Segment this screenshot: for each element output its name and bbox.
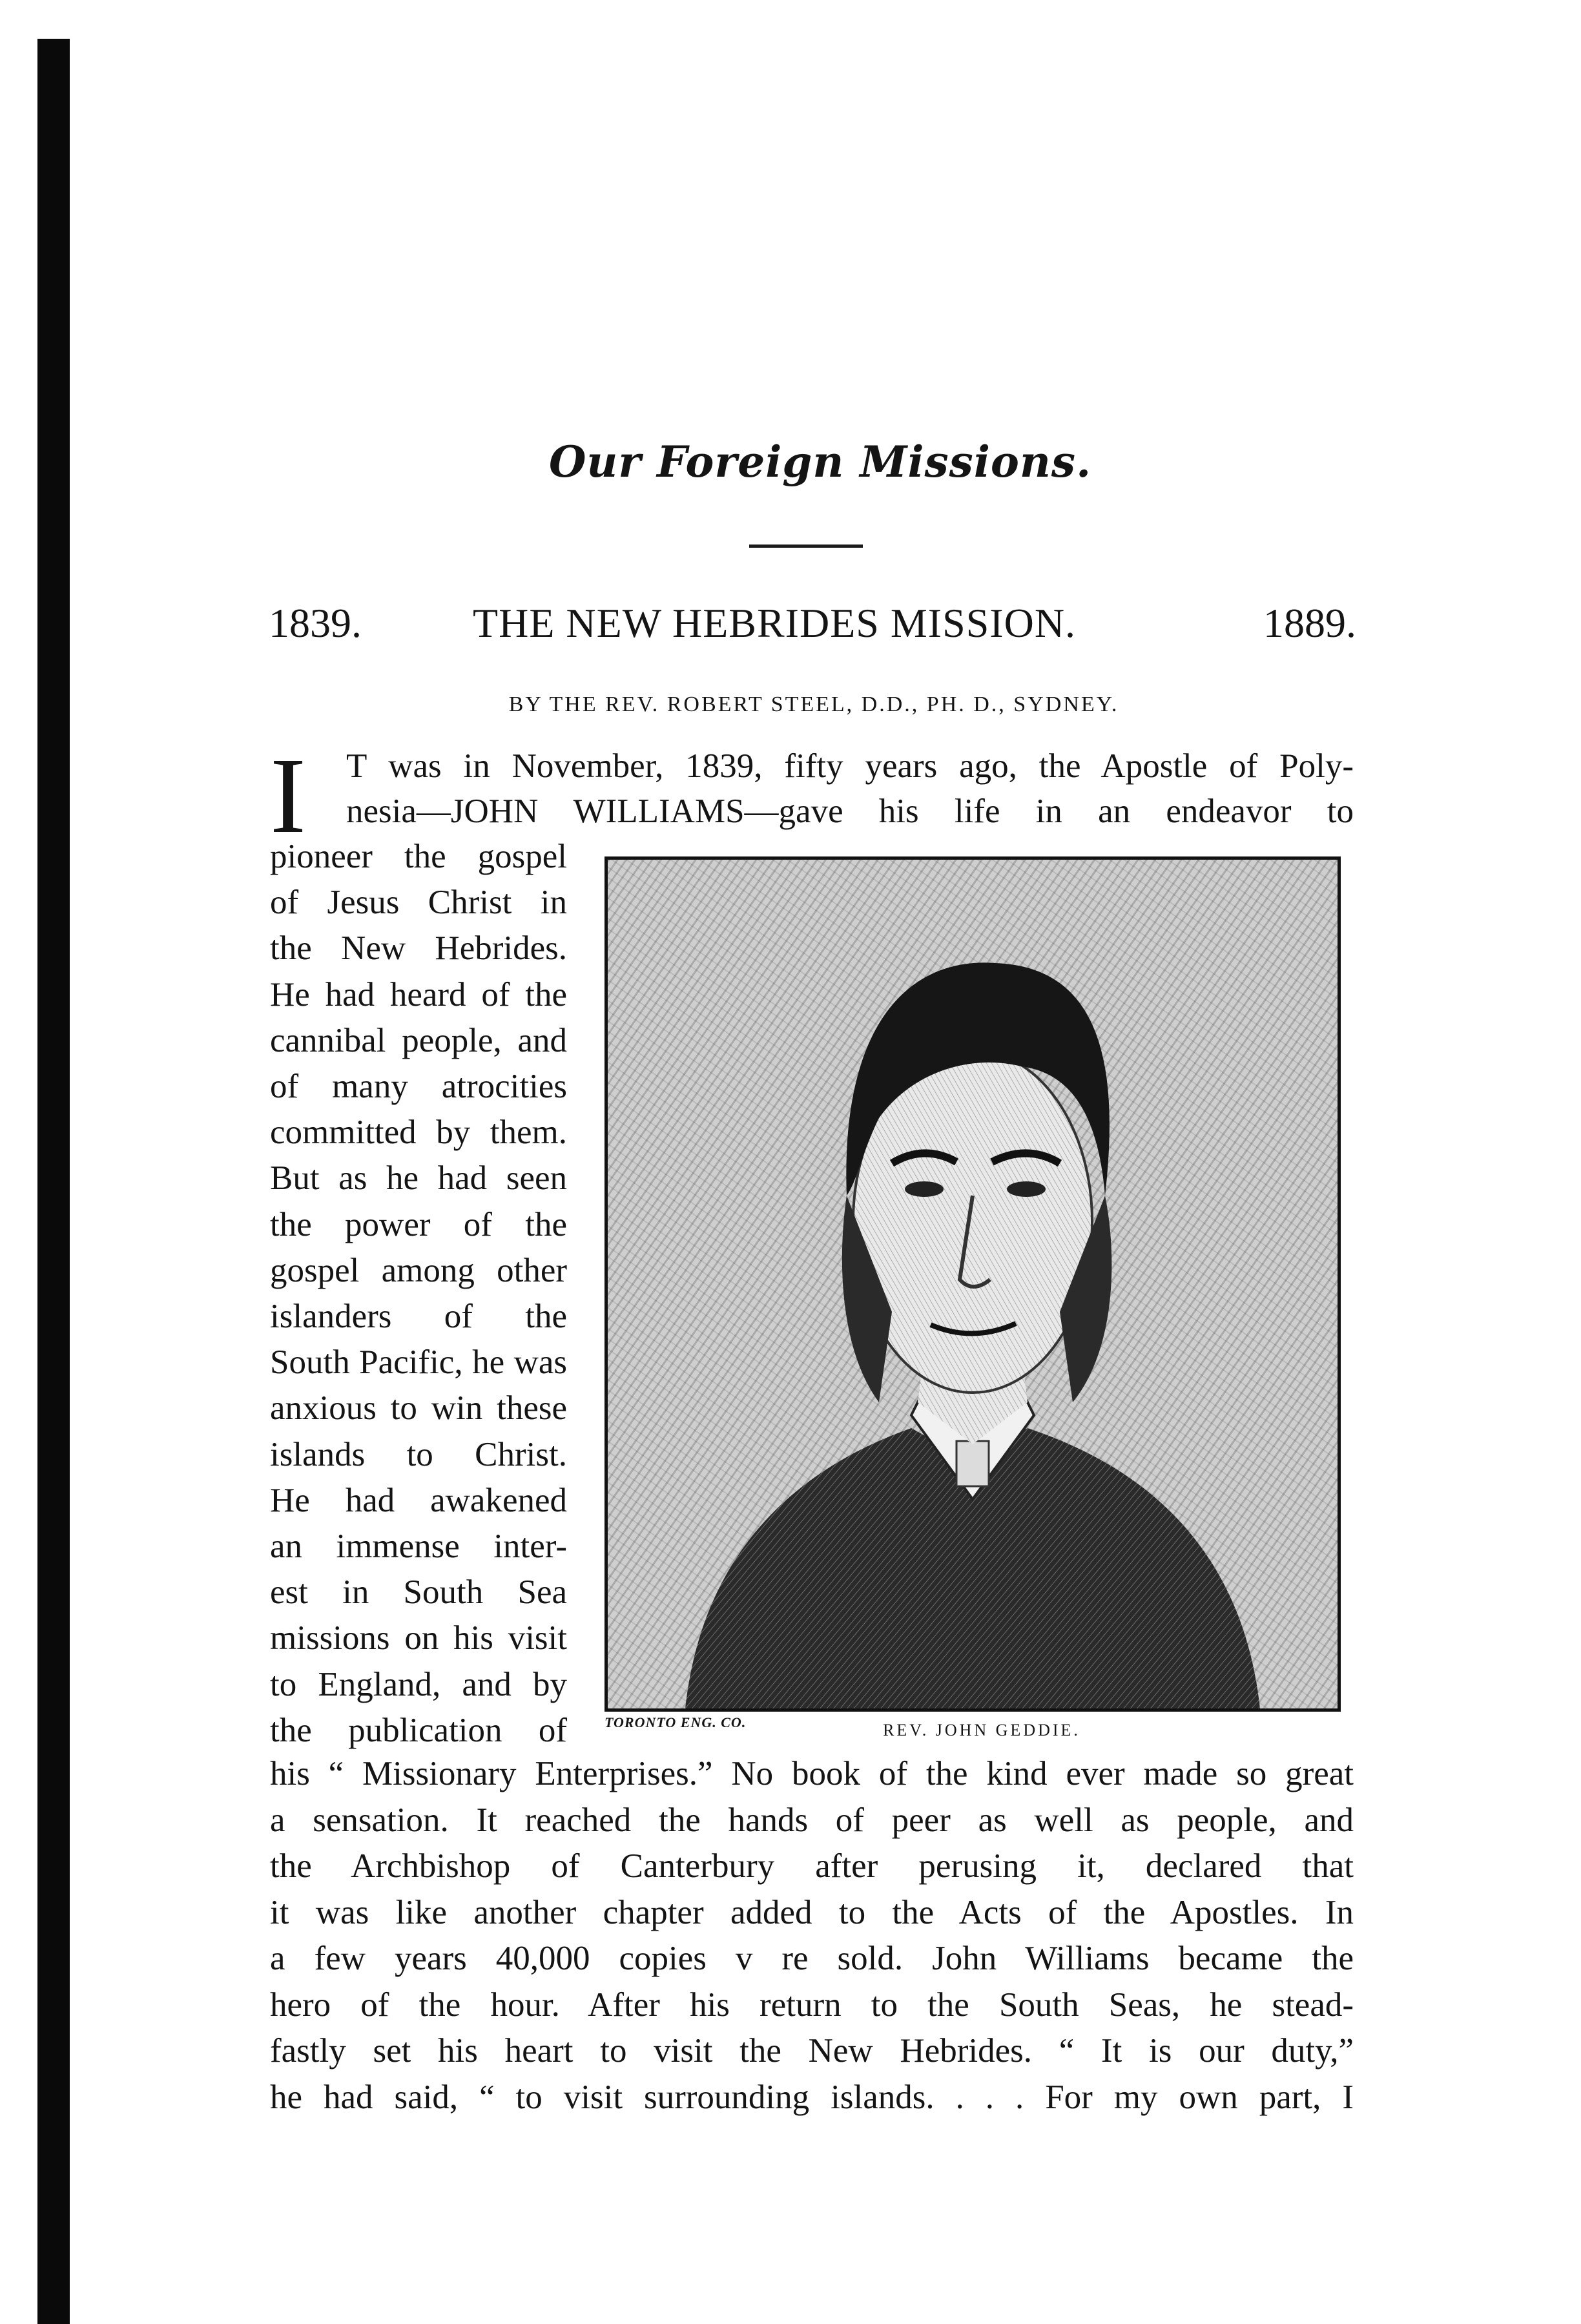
body-line: est in South Sea <box>270 1573 567 1612</box>
body-line: the publication of <box>270 1711 567 1749</box>
body-line: pioneer the gospel <box>270 838 567 875</box>
article-title-row <box>269 599 1356 658</box>
body-line: the New Hebrides. <box>270 929 567 968</box>
portrait-illustration <box>608 860 1338 1708</box>
body-line: nesia—JOHN WILLIAMS—gave his life in an endeavor to <box>346 793 1354 830</box>
body-line: anxious to win these <box>270 1389 567 1427</box>
body-line: He had awakened <box>270 1481 567 1519</box>
title-year-start: 1839. <box>269 600 362 646</box>
body-line: to England, and by <box>270 1665 567 1703</box>
body-line: the power of the <box>270 1205 567 1243</box>
body-line: fastly set his heart to visit the New Hebrides. “ It is our duty,” <box>270 2032 1354 2070</box>
body-line: it was like another chapter added to the Acts of the Apostles. In <box>270 1893 1354 1931</box>
heading-rule <box>749 545 863 548</box>
body-line: missions on his visit <box>270 1619 567 1657</box>
body-line: committed by them. <box>270 1114 567 1152</box>
body-line: islands to Christ. <box>270 1435 567 1473</box>
body-line: hero of the hour. After his return to the South Seas, he stead- <box>270 1986 1354 2024</box>
body-line: He had heard of the <box>270 975 567 1013</box>
body-line: the Archbishop of Canterbury after perusing it, declared that <box>270 1847 1354 1885</box>
author-byline: BY THE REV. ROBERT STEEL, D.D., PH. D., SYDNEY. <box>508 692 1119 716</box>
article-title: THE NEW HEBRIDES MISSION. <box>473 600 1077 646</box>
body-line: his “ Missionary Enterprises.” No book of the kind ever made so great <box>270 1755 1354 1792</box>
engraver-mark: TORONTO ENG. CO. <box>604 1714 747 1730</box>
body-line: gospel among other <box>270 1251 567 1289</box>
body-line: cannibal people, and <box>270 1021 567 1059</box>
section-heading: Our Foreign Missions. <box>548 437 1092 487</box>
body-line: islanders of the <box>270 1298 567 1335</box>
body-line: he had said, “ to visit surrounding islands. . . . For my own part, I <box>270 2078 1354 2116</box>
body-line: But as he had seen <box>270 1159 567 1198</box>
body-line: a sensation. It reached the hands of peer as well as people, and <box>270 1801 1354 1839</box>
portrait-caption: REV. JOHN GEDDIE. <box>883 1721 1080 1739</box>
body-line: a few years 40,000 copies v re sold. John Williams became the <box>270 1940 1354 1977</box>
body-line: T was in November, 1839, fifty years ago, the Apostle of Poly- <box>346 747 1354 785</box>
portrait-engraving <box>604 856 1341 1712</box>
body-line: an immense inter- <box>270 1528 567 1565</box>
body-line: South Pacific, he was <box>270 1344 567 1382</box>
body-line: of Jesus Christ in <box>270 884 567 922</box>
drop-cap: I <box>270 736 306 856</box>
title-year-end: 1889. <box>1263 600 1356 646</box>
page-binding-edge <box>37 39 70 2324</box>
body-line: of many atrocities <box>270 1068 567 1105</box>
